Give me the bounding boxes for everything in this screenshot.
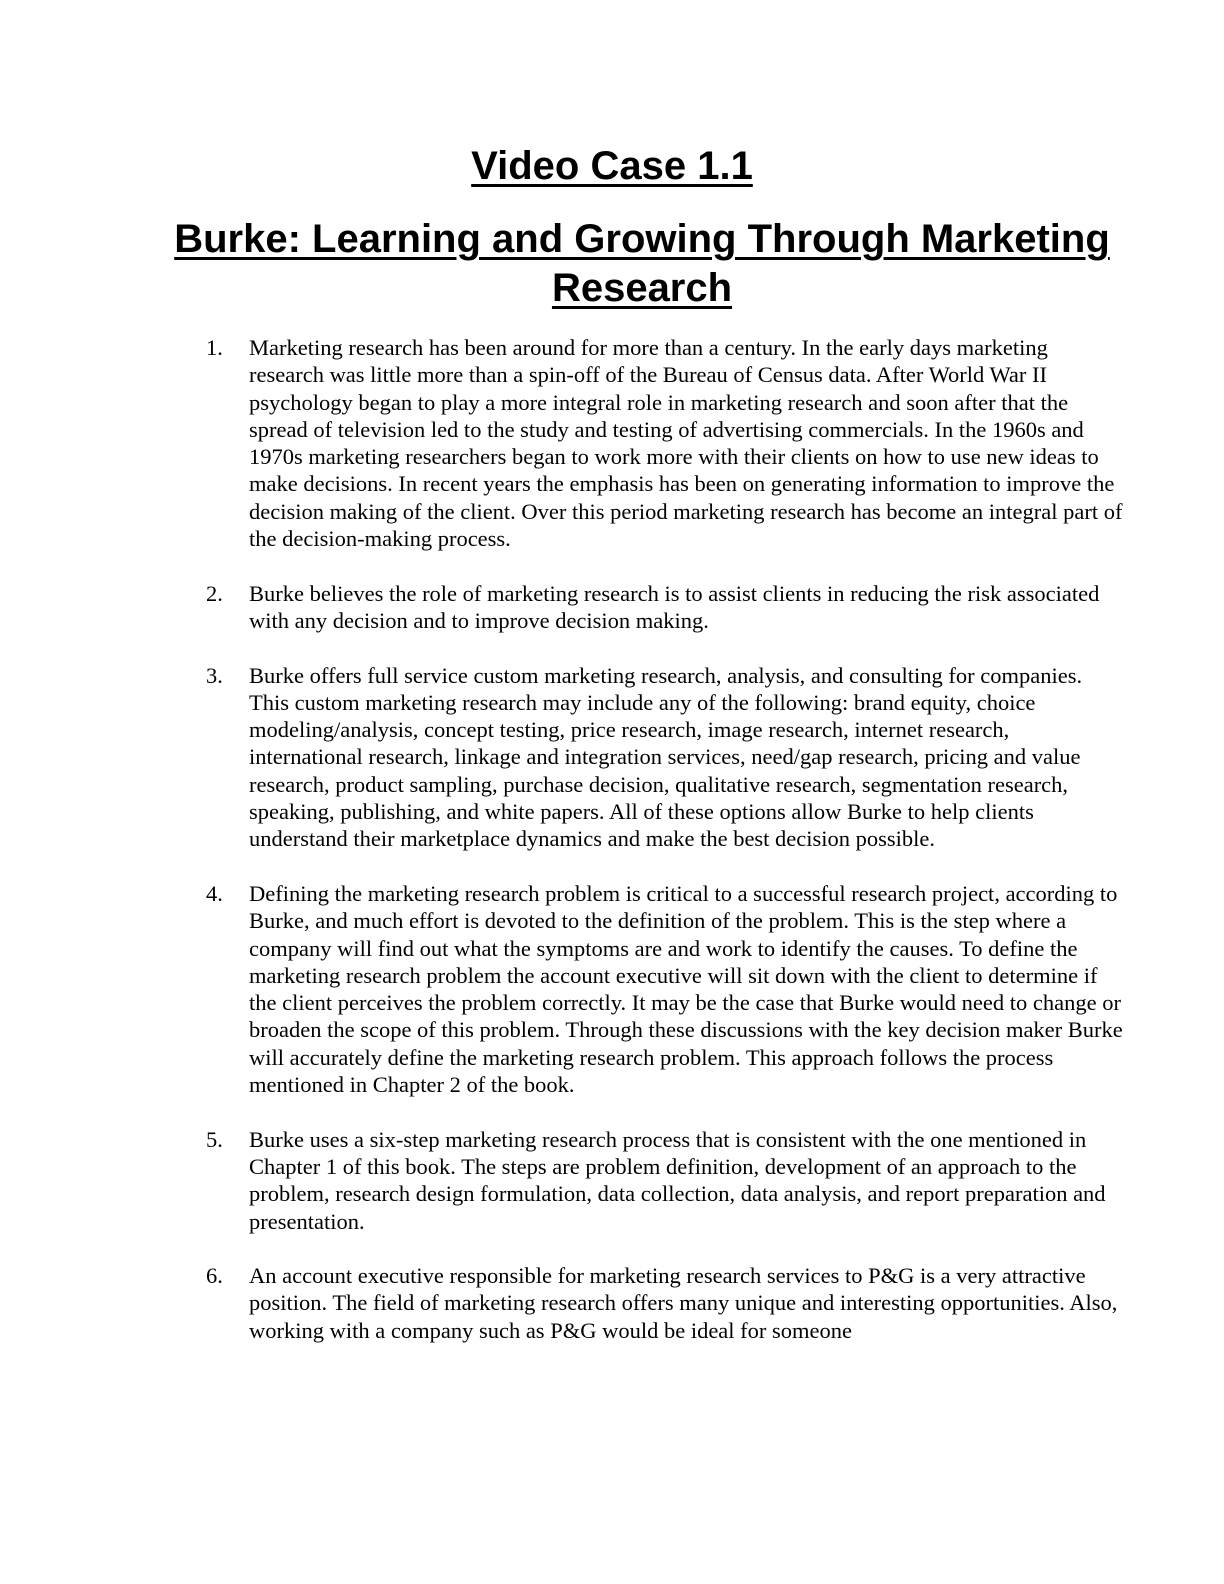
- list-item: [206, 1126, 1126, 1235]
- item-number: 3.: [206, 662, 223, 688]
- item-number: 5.: [206, 1126, 223, 1152]
- item-number: 1.: [206, 335, 223, 360]
- item-number: 4.: [206, 880, 223, 906]
- item-text: Marketing research has been around for more than a century. In the early days marketing research was little more than a spin-off of the Bureau of Census data. After World War II psychology began to play a more integral role in marketing research and soon after that the spread of television led to the study and testing of advertising commercials. In the 1960s and 1970s marketing researchers began to work more with their clients on how to use new ideas to make decisions. In recent years the emphasis has been on generating information to improve the decision making of the client. Over this period marketing research has become an integral part of the decision-making process.: [249, 335, 1123, 552]
- list-item: [206, 580, 1126, 635]
- item-number: 6.: [206, 1263, 223, 1289]
- answer-list: [206, 334, 1126, 1371]
- case-subtitle: Burke: Learning and Growing Through Marketing Research: [174, 217, 1110, 310]
- item-text: Burke uses a six-step marketing research process that is consistent with the one mentioned in Chapter 1 of this book. The steps are problem definition, development of an approach to the problem, research design formulation, data collection, data analysis, and report preparation and presentation.: [249, 1126, 1106, 1234]
- item-text: Defining the marketing research problem is critical to a successful research project, according to Burke, and much effort is devoted to the definition of the problem. This is the step where a company will find out what the symptoms are and work to identify the causes. To define the marketing research problem the account executive will sit down with the client to determine if the client perceives the problem correctly. It may be the case that Burke would need to change or broaden the scope of this problem. Through these discussions with the key decision maker Burke will accurately define the marketing research problem. This approach follows the process mentioned in Chapter 2 of the book.: [249, 880, 1123, 1098]
- list-item: [206, 662, 1126, 853]
- item-text: Burke offers full service custom marketing research, analysis, and consulting for companies. This custom marketing research may include any of the following: brand equity, choice modeling/analysis, concept testing, price research, image research, internet research, international research, linkage and integration services, need/gap research, pricing and value research, product sampling, purchase decision, qualitative research, segmentation research, speaking, publishing, and white papers. All of these options allow Burke to help clients understand their marketplace dynamics and make the best decision possible.: [249, 662, 1083, 852]
- list-item: [206, 880, 1126, 1098]
- item-text: An account executive responsible for marketing research services to P&G is a very attractive position. The field of marketing research offers many unique and interesting opportunities. Also, working with a company such as P&G would be ideal for someone: [249, 1263, 1118, 1343]
- list-item: [206, 1262, 1126, 1344]
- item-text: Burke believes the role of marketing research is to assist clients in reducing the risk associated with any decision and to improve decision making.: [249, 580, 1100, 633]
- list-item: [206, 334, 1126, 552]
- item-number: 2.: [206, 580, 223, 606]
- page-title: Video Case 1.1: [471, 144, 753, 188]
